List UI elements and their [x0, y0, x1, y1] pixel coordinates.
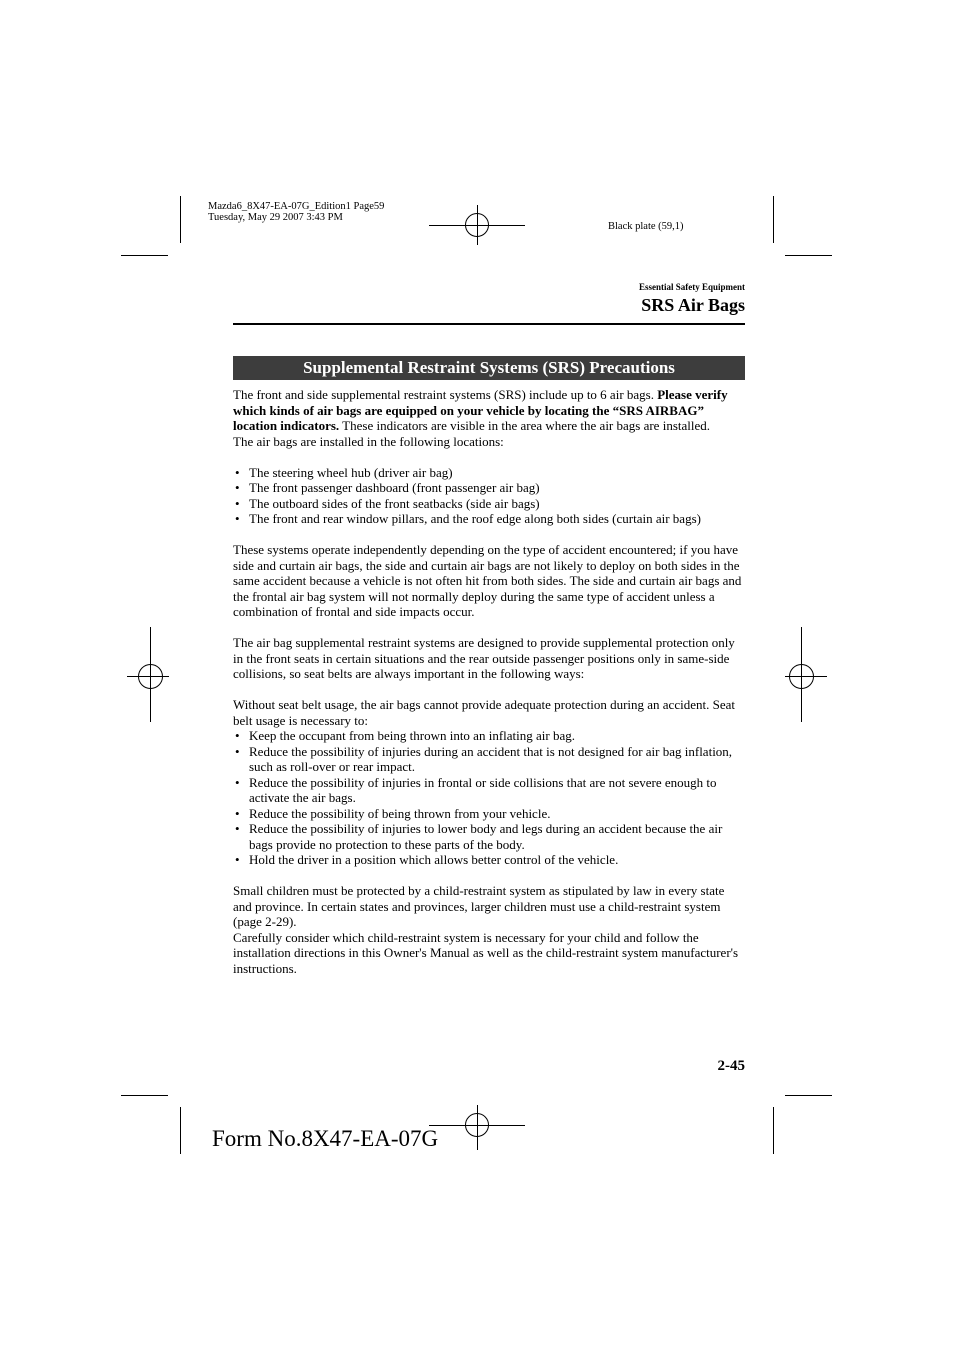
seatbelt-lead: Without seat belt usage, the air bags cannot provide adequate protection during an accident. Seat belt usage is necessary to: — [233, 697, 735, 728]
list-item: • Reduce the possibility of injuries to lower body and legs during an accident because the air bags provide no protection to these parts of the body. — [233, 821, 745, 852]
crop-mark-line — [180, 1107, 181, 1154]
crop-mark-line — [773, 1107, 774, 1154]
children-paragraph: Small children must be protected by a child-restraint system as stipulated by law in every state and province. In certain states and provinces, larger children must use a child-restraint system (page 2-29). — [233, 883, 725, 929]
list-item: • The outboard sides of the front seatbacks (side air bags) — [233, 496, 745, 512]
list-item: • Keep the occupant from being thrown into an inflating air bag. — [233, 728, 745, 744]
form-number: Form No.8X47-EA-07G — [212, 1126, 439, 1151]
print-date-line: Tuesday, May 29 2007 3:43 PM — [208, 212, 343, 223]
crop-mark-line — [121, 255, 168, 256]
crop-mark-line — [121, 1095, 168, 1096]
list-item: • Hold the driver in a position which allows better control of the vehicle. — [233, 852, 745, 868]
intro-paragraph — [233, 387, 745, 434]
list-item: • Reduce the possibility of injuries in frontal or side collisions that are not severe enough to activate the air bags. — [233, 775, 745, 806]
crop-mark-line — [785, 255, 832, 256]
list-item: • Reduce the possibility of being thrown from your vehicle. — [233, 806, 745, 822]
locations-lead: The air bags are installed in the following locations: — [233, 433, 504, 449]
page-title: SRS Air Bags — [641, 295, 745, 315]
section-banner — [233, 356, 745, 380]
intro-emphasis: Please verify which kinds of air bags are equipped on your vehicle by locating the “SRS AIRBAG” location indicators. — [233, 387, 728, 433]
consider-paragraph: Carefully consider which child-restraint system is necessary for your child and follow the installation directions in this Owner's Manual as well as the child-restraint system manufacturer's instructions. — [233, 929, 739, 976]
crop-mark-line — [773, 196, 774, 243]
section-category: Essential Safety Equipment — [638, 282, 745, 292]
header-rule — [233, 323, 745, 325]
section-banner-title: Supplemental Restraint Systems (SRS) Precautions — [303, 358, 675, 377]
locations-list — [233, 465, 745, 527]
page-number: 2-45 — [717, 1058, 745, 1074]
independent-paragraph: These systems operate independently depending on the type of accident encountered; if you have side and curtain air bags, the side and curtain air bags are not likely to deploy on both sides in the same accident because a vehicle is not often hit from both sides. The side and curtain air bags and the frontal air bag system will not normally deploy during the same type of accident unless a combination of frontal and side impacts occur. — [233, 542, 742, 619]
list-item: • The steering wheel hub (driver air bag) — [233, 465, 745, 481]
plate-label: Black plate (59,1) — [608, 221, 684, 232]
seatbelt-list — [233, 728, 745, 868]
list-item: • Reduce the possibility of injuries during an accident that is not designed for air bag inflation, such as roll-over or rear impact. — [233, 744, 745, 775]
intro-text: The front and side supplemental restraint systems (SRS) include up to 6 air bags. — [233, 387, 658, 402]
crop-mark-line — [180, 196, 181, 243]
designed-paragraph: The air bag supplemental restraint systems are designed to provide supplemental protection only in the front seats in certain situations and the rear outside passenger positions only in same-side collisions, so seat belts are always important in the following ways: — [233, 635, 735, 681]
print-file-line: Mazda6_8X47-EA-07G_Edition1 Page59 — [208, 201, 385, 212]
crop-mark-line — [785, 1095, 832, 1096]
intro-text-continued: These indicators are visible in the area where the air bags are installed. — [339, 418, 711, 433]
list-item: • The front and rear window pillars, and the roof edge along both sides (curtain air bags) — [233, 511, 745, 527]
list-item: • The front passenger dashboard (front passenger air bag) — [233, 480, 745, 496]
body-content — [233, 387, 745, 976]
